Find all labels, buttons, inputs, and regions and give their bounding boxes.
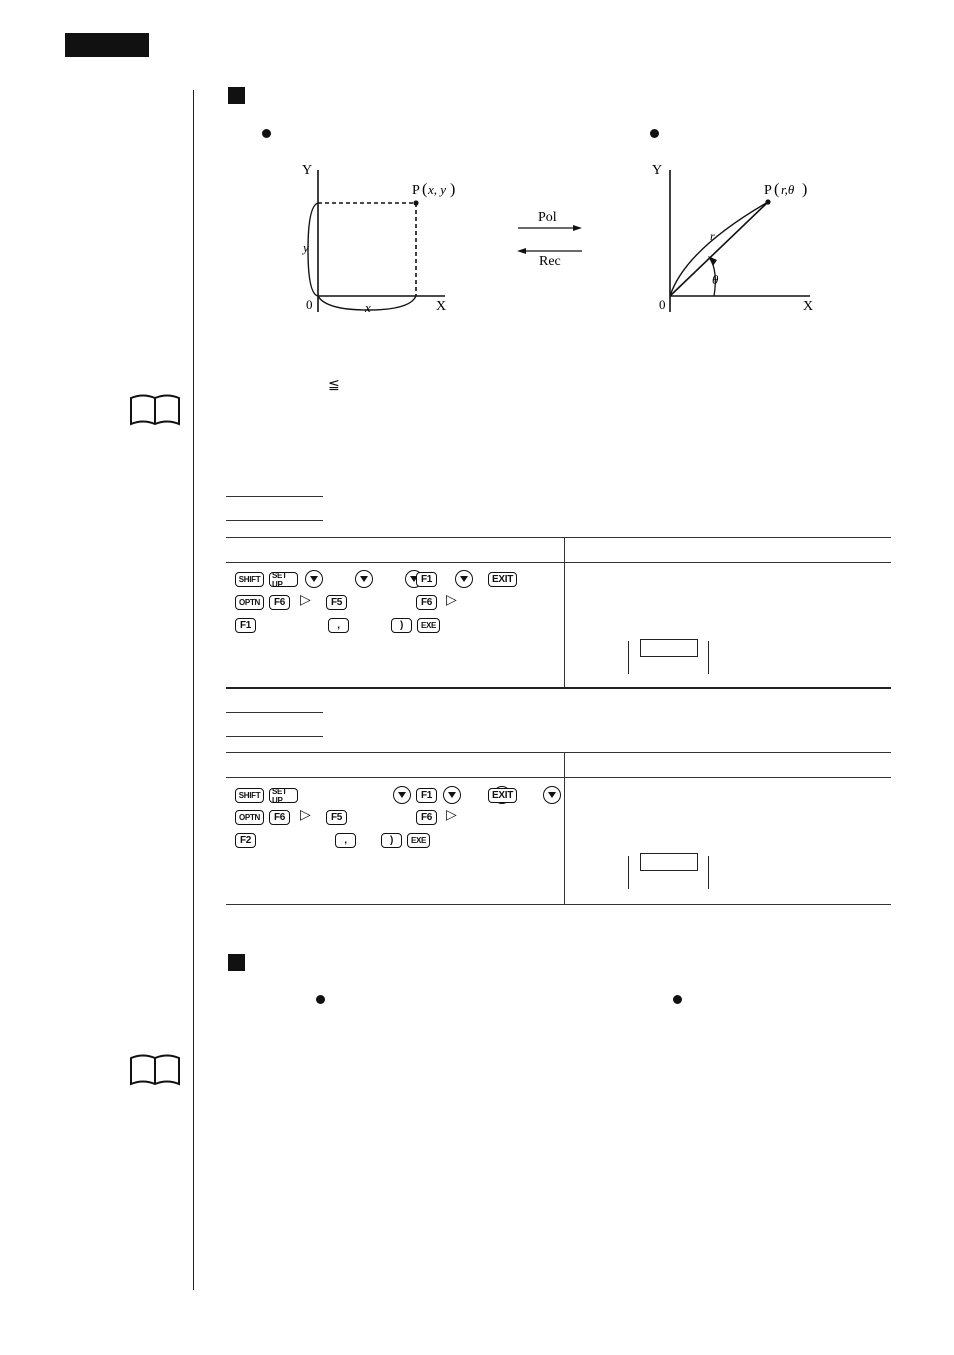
rect-y-axis-label: Y — [302, 163, 313, 178]
next-menu-symbol: ▷ — [446, 807, 457, 823]
f5-key: F5 — [326, 595, 347, 610]
example-underline — [226, 712, 323, 713]
bullet-icon — [262, 129, 271, 138]
polar-origin-label: 0 — [659, 297, 666, 312]
section-square-icon — [228, 87, 245, 104]
f1-key: F1 — [235, 618, 256, 633]
bullet-icon — [673, 995, 682, 1004]
exit-key: EXIT — [488, 788, 517, 803]
close-paren-key: ) — [381, 833, 402, 848]
comma-key: , — [328, 618, 349, 633]
f1-key: F1 — [416, 788, 437, 803]
next-menu-symbol: ▷ — [300, 592, 311, 608]
optn-key: OPTN — [235, 595, 264, 610]
polar-r-label: r — [710, 229, 715, 243]
exe-key: EXE — [407, 833, 430, 848]
rect-y-label: y — [303, 240, 309, 255]
table-top-rule — [226, 537, 891, 538]
svg-text:(: ( — [422, 181, 428, 198]
close-paren-key: ) — [391, 618, 412, 633]
setup-key: SET UP — [269, 572, 298, 587]
svg-text:): ) — [802, 181, 808, 198]
rect-x-label: x — [365, 300, 371, 315]
cursor-down-key — [443, 786, 461, 804]
table-header-rule — [226, 777, 891, 778]
example-underline — [226, 736, 323, 737]
f6-key: F6 — [269, 595, 290, 610]
exe-key: EXE — [417, 618, 440, 633]
example-underline — [226, 496, 323, 497]
f2-key: F2 — [235, 833, 256, 848]
rect-point-args: x, y — [428, 182, 447, 197]
display-result-box — [640, 853, 698, 871]
polar-y-axis-label: Y — [652, 163, 663, 178]
exit-key: EXIT — [488, 572, 517, 587]
display-bracket-right — [708, 856, 709, 889]
table-top-rule — [226, 752, 891, 753]
polar-point-args: r,θ — [781, 182, 795, 197]
f6-key: F6 — [416, 810, 437, 825]
display-result-box — [640, 639, 698, 657]
polar-point-prefix: P — [764, 183, 772, 198]
coordinate-diagram — [290, 150, 830, 325]
table-column-rule — [564, 537, 565, 688]
table-header-rule — [226, 562, 891, 563]
table-bottom-rule — [226, 904, 891, 905]
shift-key: SHIFT — [235, 572, 264, 587]
cursor-down-key — [543, 786, 561, 804]
shift-key: SHIFT — [235, 788, 264, 803]
example-underline — [226, 520, 323, 521]
rect-point-prefix: P — [412, 183, 420, 198]
f6-key: F6 — [269, 810, 290, 825]
open-book-icon — [128, 392, 182, 426]
rect-origin-label: 0 — [306, 297, 313, 312]
setup-key: SET UP — [269, 788, 298, 803]
display-bracket-left — [628, 641, 629, 674]
bullet-icon — [316, 995, 325, 1004]
f6-key: F6 — [416, 595, 437, 610]
margin-rule — [193, 90, 194, 1290]
bullet-icon — [650, 129, 659, 138]
section-square-icon — [228, 954, 245, 971]
cursor-down-key — [455, 570, 473, 588]
table-bottom-rule — [226, 687, 891, 689]
polar-theta-label: θ — [712, 272, 719, 287]
f5-key: F5 — [326, 810, 347, 825]
rec-label: Rec — [539, 254, 561, 269]
chapter-tab — [65, 33, 149, 57]
optn-key: OPTN — [235, 810, 264, 825]
pol-label: Pol — [538, 210, 557, 225]
next-menu-symbol: ▷ — [300, 807, 311, 823]
f1-key: F1 — [416, 572, 437, 587]
table-column-rule — [564, 752, 565, 904]
display-bracket-right — [708, 641, 709, 674]
leq-symbol: ≦ — [328, 377, 340, 393]
polar-x-axis-label: X — [803, 299, 814, 314]
display-bracket-left — [628, 856, 629, 889]
open-book-icon — [128, 1052, 182, 1086]
cursor-down-key — [305, 570, 323, 588]
svg-text:(: ( — [774, 181, 780, 198]
next-menu-symbol: ▷ — [446, 592, 457, 608]
svg-text:): ) — [450, 181, 456, 198]
comma-key: , — [335, 833, 356, 848]
cursor-down-key — [393, 786, 411, 804]
rect-x-axis-label: X — [436, 299, 447, 314]
cursor-down-key — [355, 570, 373, 588]
